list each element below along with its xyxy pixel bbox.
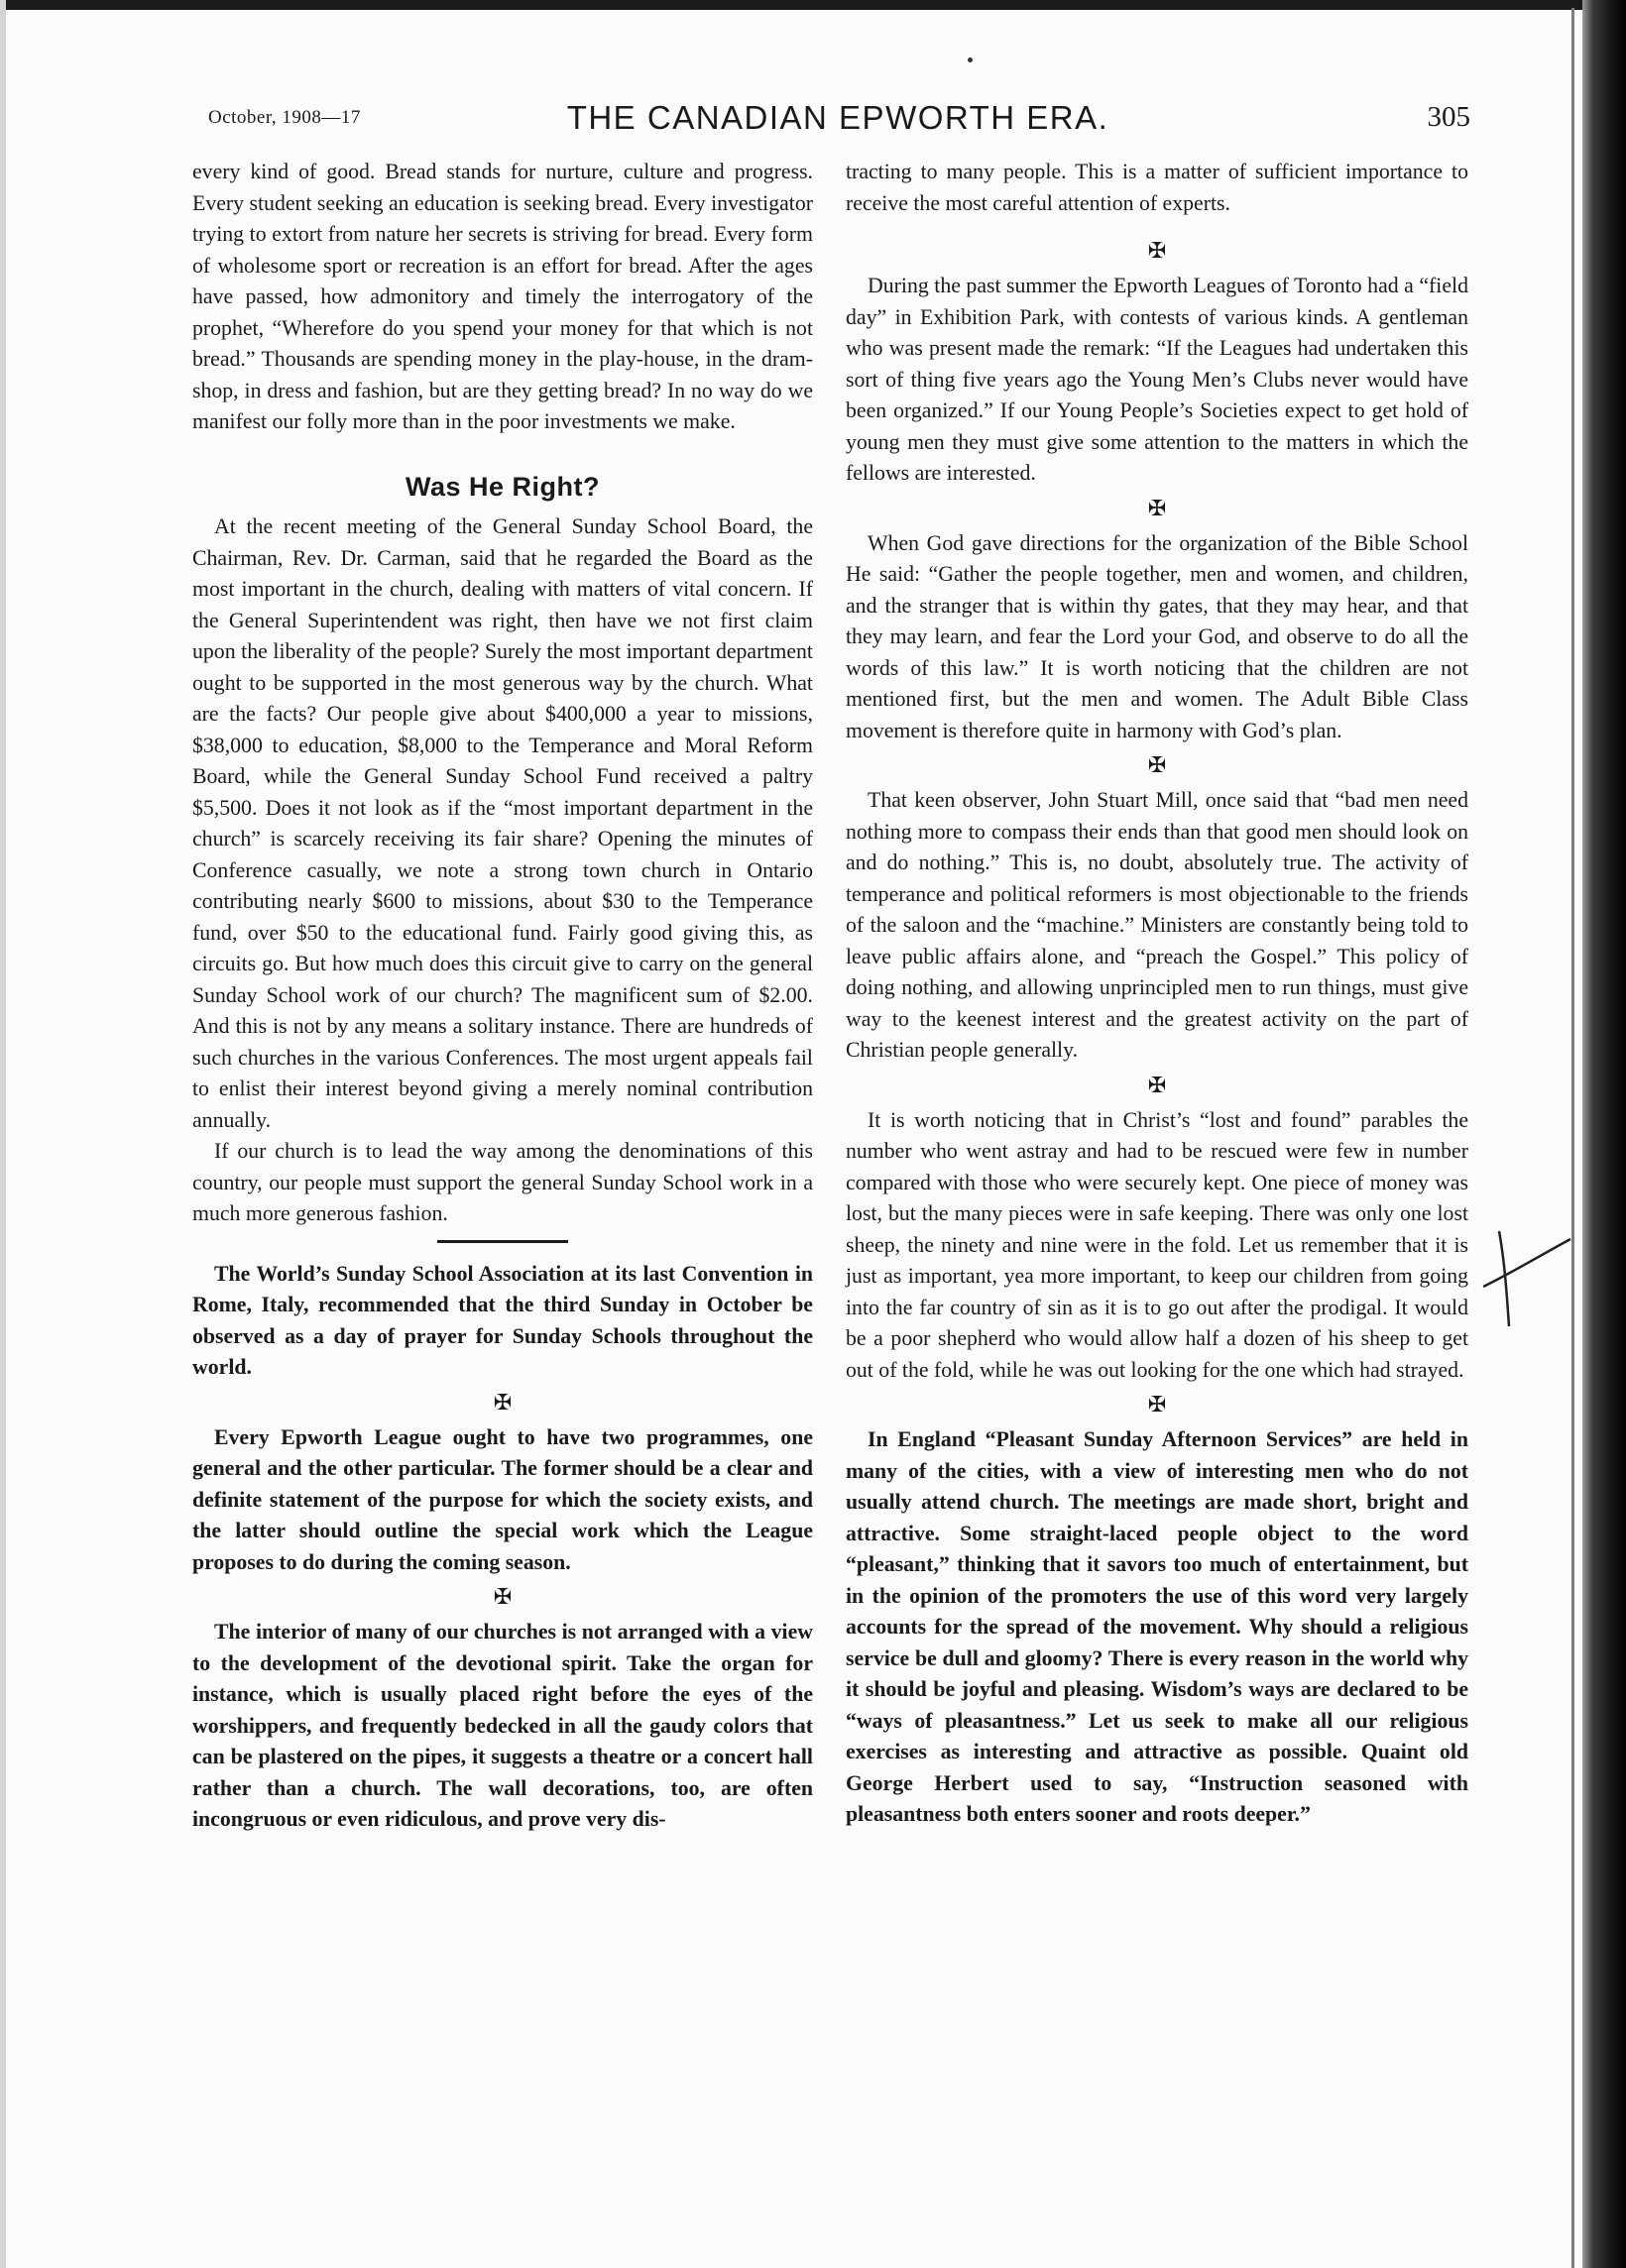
pencil-cross-mark-icon [1483,1229,1572,1328]
issue-date: October, 1908—17 [208,107,361,128]
publication-title: THE CANADIAN EPWORTH ERA. [566,99,1109,136]
ink-speck [968,57,973,62]
editorial-paragraph: During the past summer the Epworth Leagues of Toronto had a “field day” in Exhibition Park, with contests of various kinds. A gentleman who was present made the remark: “If the Leagues had undertaken this sort of thing five years ago the Young Men’s Clubs never would have been organized.” If our Young People’s Societies expect to get hold of young men they must give some attention to the matters in which the fellows are interested. [846,274,1468,485]
continued-paragraph: every kind of good. Bread stands for nurture, culture and progress. Every student seeking an education is seeking bread. Every investigator trying to extort from nature her secrets is striving for bread. Every form of wholesome sport or recreation is an effort for bread. After the ages have passed, how admonitory and timely the interrogatory of the prophet, “Wherefore do you spend your money for that which is not bread.” Thousands are spending money in the play-house, in the dram-shop, in dress and fashion, but are they getting bread? In no way do we manifest our folly more than in the poor investments we make. [192,160,813,433]
page-number: 305 [1427,101,1470,133]
article-paragraph: At the recent meeting of the General Sunday School Board, the Chairman, Rev. Dr. Carman, said that he regarded the Board as the most important in the church, dealing with matters of vital concern. If the General Superintendent was right, then have we not first claim upon the liberality of the people? Surely the most important department ought to be supported in the most generous way by the church. What are the facts? Our people give about $400,000 a year to missions, $38,000 to education, $8,000 to the Temperance and Moral Reform Board, while the General Sunday School Fund received a paltry $5,500. Does it not look as if the “most important department in the church” is scarcely receiving its fair share? Opening the minutes of Conference casually, we note a strong town church in Ontario contributing nearly $600 to missions, about $30 to the Temperance fund, over $50 to the educational fund. Fairly good giving this, as circuits go. But how much does this circuit give to carry on the general Sunday School work of our church? The magnificent sum of $2.00. And this is not by any means a solitary instance. There are hundreds of such churches in the various Conferences. The most urgent appeals fail to enlist their interest beyond giving a merely nominal contribution annually. [192,514,813,1132]
right-column [846,157,1468,1831]
editorial-paragraph: That keen observer, John Stuart Mill, once said that “bad men need nothing more to compass their ends than that good men should look on and do nothing.” This is, no doubt, absolutely true. The activity of temperance and political reformers is most objectionable to the friends of the saloon and the “machine.” Ministers are constantly being told to leave public affairs alone, and “preach the Gospel.” This policy of doing nothing, and allowing unprincipled men to run things, must give way to the keenest interest and the greatest activity on the part of Christian people generally. [846,788,1468,1062]
cross-ornament-icon: ✠ [493,1584,513,1609]
cross-ornament-icon: ✠ [1147,1072,1167,1097]
cross-ornament-icon: ✠ [1147,1392,1167,1417]
cross-ornament-icon: ✠ [1147,238,1167,263]
article-paragraph: If our church is to lead the way among the denominations of this country, our people must support the general Sunday School work in a much more generous fashion. [192,1139,813,1225]
editorial-paragraph: It is worth noticing that in Christ’s “lost and found” parables the number who went astray and had to be rescued were few in number compared with those who were securely kept. One piece of money was lost, but the many pieces were in safe keeping. There was only one lost sheep, the ninety and nine were in the fold. Let us remember that it is just as important, yea more important, to keep our children from going into the far country of sin as it is to go out after the prodigal. It would be a poor shepherd who would allow half a dozen of his sheep to get out of the fold, while he was out looking for the one which had strayed. [846,1107,1468,1382]
cross-ornament-icon: ✠ [493,1389,513,1415]
editorial-paragraph: When God gave directions for the organization of the Bible School He said: “Gather the people together, men and women, and children, and the stranger that is within thy gates, that they may hear, and that they may learn, and fear the Lord your God, and observe to do all the words of this law.” It is worth noticing that the children are not mentioned first, but the men and women. The Adult Bible Class movement is therefore quite in harmony with God’s plan. [846,530,1468,742]
editorial-paragraph: The interior of many of our churches is not arranged with a view to the development of the devotional spirit. Take the organ for instance, which is usually placed right before the eyes of the worshippers, and frequently bedecked in all the gaudy colors that can be plastered on the pipes, it suggests a theatre or a concert hall rather than a church. The wall decorations, too, are often incongruous or even ridiculous, and prove very dis- [192,1620,813,1831]
editorial-paragraph: Every Epworth League ought to have two programmes, one general and the other particular. The former should be a clear and definite statement of the purpose for which the society exists, and the latter should outline the special work which the League proposes to do during the coming season. [192,1424,813,1574]
editorial-paragraph: The World’s Sunday School Association at its last Convention in Rome, Italy, recommended that the third Sunday in October be observed as a day of prayer for Sunday Schools throughout the world. [192,1261,813,1379]
page-header [203,99,1472,139]
article-heading: Was He Right? [405,471,600,502]
cross-ornament-icon: ✠ [1147,495,1167,520]
page-top-edge [0,0,1626,10]
page-left-edge [0,0,6,2268]
cross-ornament-icon: ✠ [1147,752,1167,777]
editorial-paragraph: In England “Pleasant Sunday Afternoon Services” are held in many of the cities, with a view of interesting men who do not usually attend church. The meetings are made short, bright and attractive. Some straight-laced people object to the word “pleasant,” thinking that it savors too much of entertainment, but in the opinion of the promoters the use of this word very largely accounts for the spread of the movement. Why should a religious service be dull and gloomy? There is every reason in the world why it should be joyful and pleasing. Wisdom’s ways are declared to be “ways of pleasantness.” Let us seek to make all our religious exercises as interesting and attractive as possible. Quaint old George Herbert used to say, “Instruction seasoned with pleasantness both enters sooner and roots deeper.” [846,1427,1468,1826]
book-spine [1582,0,1626,2268]
section-divider [437,1240,568,1243]
left-column [192,157,813,1836]
continued-paragraph: tracting to many people. This is a matter of sufficient importance to receive the most careful attention of experts. [846,160,1468,215]
binding-line [1571,8,1574,2268]
